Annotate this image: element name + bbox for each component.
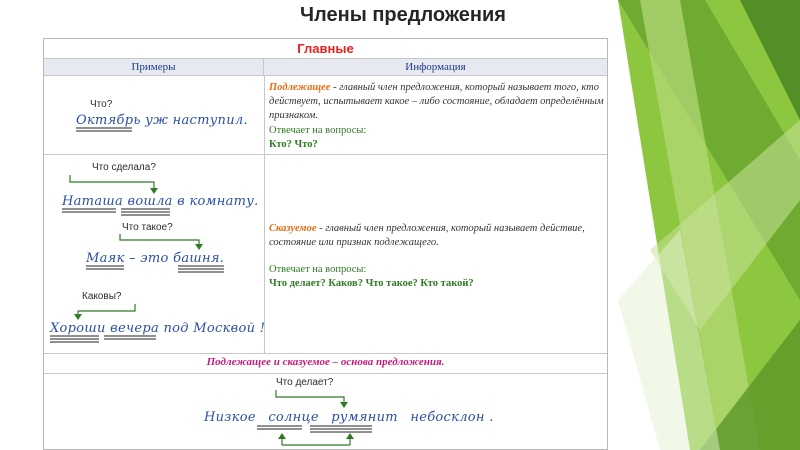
example-sentence (50, 321, 265, 336)
term-predicate: Сказуемое (269, 223, 317, 234)
subject-word: солнце (268, 410, 319, 425)
question-label: Каковы? (82, 291, 122, 302)
predicate-word: Хороши (50, 321, 106, 336)
column-header-examples: Примеры (44, 59, 264, 76)
slide-title: Члены предложения (300, 4, 506, 26)
column-header-info: Информация (264, 59, 607, 76)
question-label: Что сделала? (92, 162, 156, 173)
sentence-end: . (219, 251, 225, 266)
subject-word: Октябрь (76, 113, 141, 128)
sentence-rest: в комнату. (177, 194, 259, 209)
example-sentence (62, 194, 259, 209)
term-subject: Подлежащее (269, 82, 331, 93)
predicate-word: башня (173, 251, 220, 266)
definition-text: - главный член предложения, который называет действие, состояние или признак подлежащего. (269, 223, 585, 248)
subject-definition (269, 81, 604, 123)
sentence-rest: вечера под Москвой ! (110, 321, 266, 336)
example-sentence (86, 251, 224, 266)
subject-word: Наташа (62, 194, 124, 209)
predicate-word: вошла (127, 194, 173, 209)
sentence-rest: уж наступил. (145, 113, 248, 128)
questions-values: Кто? Что? (269, 139, 318, 150)
question-label: Что делает? (276, 377, 334, 388)
definition-text: - главный член предложения, который называет того, кто действует, испытывает какое – либо состояние, обладает определённым признаком. (269, 82, 604, 121)
sentence-mid: – это (129, 251, 169, 266)
members-table (43, 38, 608, 450)
questions-label: Отвечает на вопросы: (269, 264, 367, 275)
subject-word: Маяк (86, 251, 125, 266)
example-sentence (76, 113, 248, 128)
example-sentence (204, 410, 494, 425)
table-header-main: Главные (44, 39, 607, 59)
question-label: Что такое? (122, 222, 173, 233)
question-label: Что? (90, 99, 113, 110)
sentence-rest: небосклон . (410, 410, 494, 425)
sentence-word: Низкое (204, 410, 256, 425)
predicate-word: румянит (331, 410, 398, 425)
questions-label: Отвечает на вопросы: (269, 125, 367, 136)
predicate-definition (269, 222, 604, 250)
questions-values: Что делает? Каков? Что такое? Кто такой? (269, 278, 474, 289)
summary-text: Подлежащее и сказуемое – основа предложения. (206, 356, 445, 368)
